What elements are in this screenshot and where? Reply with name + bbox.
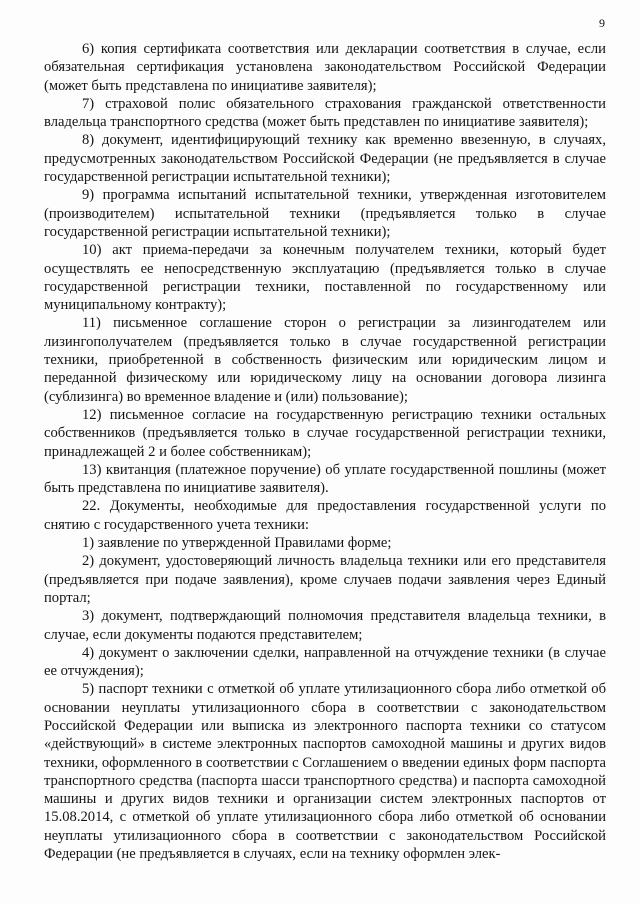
document-body bbox=[44, 40, 606, 863]
paragraph-item-8: 8) документ, идентифицирующий технику как временно ввезенную, в случаях, предусмотренных законодательством Российской Федерации (не предъявляется в случае государственной регистрации испытательной техники); bbox=[44, 132, 606, 186]
paragraph-item-6: 6) копия сертификата соответствия или декларации соответствия в случае, если обязательная сертификация установлена законодательством Российской Федерации (может быть представлена по инициативе заявителя); bbox=[44, 41, 606, 94]
paragraph-item-11: 11) письменное соглашение сторон о регистрации за лизингодателем или лизингополучателем (предъявляется только в случае государственной регистрации техники, приобретенной в собственность физическим или юридическим лицом и переданной физическому или юридическому лицу на основании договора лизинга (сублизинга) во временное владение и (или) пользование); bbox=[44, 315, 606, 405]
paragraph-22-item-4: 4) документ о заключении сделки, направленной на отчуждение техники (в случае ее отчуждения); bbox=[44, 644, 606, 680]
paragraph-item-13: 13) квитанция (платежное поручение) об уплате государственной пошлины (может быть представлена по инициативе заявителя). bbox=[44, 461, 606, 497]
paragraph-section-22: 22. Документы, необходимые для предоставления государственной услуги по снятию с государственного учета техники: bbox=[44, 498, 606, 533]
paragraph-item-12: 12) письменное согласие на государственную регистрацию техники остальных собственников (предъявляется только в случае государственной регистрации техники, принадлежащей 2 и более собственникам); bbox=[44, 406, 606, 460]
paragraph-item-9: 9) программа испытаний испытательной техники, утвержденная изготовителем (производителем) испытательной техники (предъявляется только в случае государственной регистрации испытательной техники); bbox=[44, 187, 606, 240]
paragraph-22-item-2: 2) документ, удостоверяющий личность владельца техники или его представителя (предъявляется при подаче заявления), кроме случаев подачи заявления через Единый портал; bbox=[44, 553, 606, 606]
paragraph-item-7: 7) страховой полис обязательного страхования гражданской ответственности владельца транспортного средства (может быть представлен по инициативе заявителя); bbox=[44, 95, 606, 131]
paragraph-22-item-1: 1) заявление по утвержденной Правилами форме; bbox=[82, 535, 392, 552]
paragraph-item-10: 10) акт приема-передачи за конечным получателем техники, который будет осуществлять ее непосредственную эксплуатацию (предъявляется только в случае государственной регистрации техники, поставленной по государственному или муниципальному контракту); bbox=[44, 242, 606, 314]
paragraph-22-item-3: 3) документ, подтверждающий полномочия представителя владельца техники, в случае, если документы подаются представителем; bbox=[44, 608, 606, 643]
paragraph-22-item-5: 5) паспорт техники с отметкой об уплате утилизационного сбора либо отметкой об основании неуплаты утилизационного сбора в соответствии с законодательством Российской Федерации или выписка из электронного паспорта техники со статусом «действующий» в системе электронных паспортов самоходной машины и других видов техники, оформленного в соответствии с Соглашением о введении единых форм паспорта транспортного средства (паспорта шасси транспортного средства) и паспорта самоходной машины и других видов техники и организации систем электронных паспортов от 15.08.2014, с отметкой об уплате утилизационного сбора либо отметкой об основании неуплаты утилизационного сбора в соответствии с законодательством Российской Федерации (не предъявляется в случаях, если на технику оформлен элек- bbox=[44, 681, 606, 863]
page-number: 9 bbox=[599, 16, 605, 30]
